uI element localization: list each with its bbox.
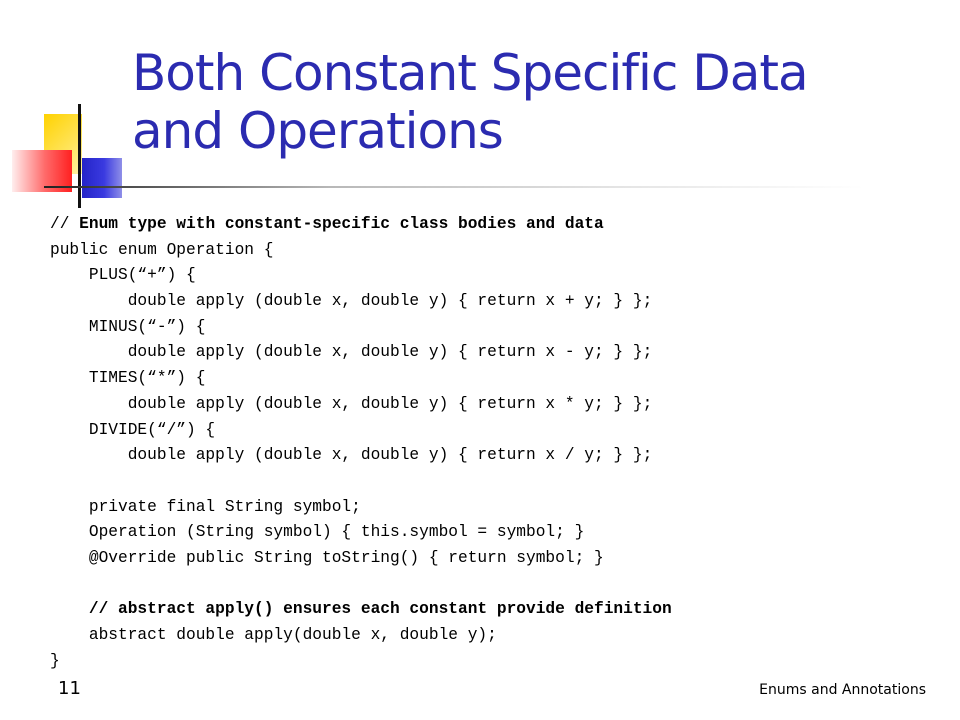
code-text: PLUS(“+”) { (88, 266, 196, 285)
code-text: double apply (double x, double y) { return x - y; } }; (127, 343, 653, 362)
code-comment: // abstract apply() ensures each constant provide definition (88, 600, 672, 619)
code-text: abstract double apply(double x, double y); (88, 626, 497, 644)
code-text: double apply (double x, double y) { return x * y; } }; (127, 394, 653, 413)
code-line (50, 289, 950, 315)
slide-title (132, 44, 932, 160)
code-line (50, 520, 950, 546)
code-text: Operation (String symbol) { this.symbol = symbol; } (88, 523, 585, 542)
code-line (50, 366, 950, 392)
logo-blue-square (82, 158, 122, 198)
code-line (50, 572, 950, 598)
code-line (50, 418, 950, 444)
title-line-2: and Operations (132, 102, 503, 160)
code-text: } (50, 651, 60, 670)
code-line (50, 623, 950, 649)
code-line (50, 495, 950, 521)
code-line (50, 392, 950, 418)
code-line (50, 649, 950, 675)
code-text: private final String symbol; (88, 497, 361, 516)
code-text: double apply (double x, double y) { return x / y; } }; (127, 446, 653, 465)
code-line (50, 238, 950, 264)
code-text: public enum Operation { (50, 240, 274, 259)
code-line (50, 263, 950, 289)
code-line (50, 546, 950, 572)
code-text: @Override public String toString() { return symbol; } (88, 548, 604, 567)
code-text: MINUS(“-”) { (88, 317, 206, 336)
code-line (50, 597, 950, 623)
title-underline (44, 186, 864, 188)
code-block (50, 212, 950, 674)
title-line-1: Both Constant Specific Data (132, 44, 808, 102)
code-text: DIVIDE(“/”) { (88, 420, 216, 439)
footer-text: Enums and Annotations (759, 682, 926, 698)
code-line (50, 340, 950, 366)
page-number: 11 (58, 678, 81, 699)
code-line: // Enum type with constant-specific class bodies and data (50, 215, 604, 233)
code-comment: Enum type with constant-specific class bodies and data (79, 215, 604, 233)
logo-vertical-line (78, 104, 81, 208)
code-line (50, 443, 950, 469)
code-line (50, 315, 950, 341)
code-line (50, 469, 950, 495)
code-text: double apply (double x, double y) { return x + y; } }; (127, 292, 653, 311)
code-text: TIMES(“*”) { (88, 369, 206, 388)
